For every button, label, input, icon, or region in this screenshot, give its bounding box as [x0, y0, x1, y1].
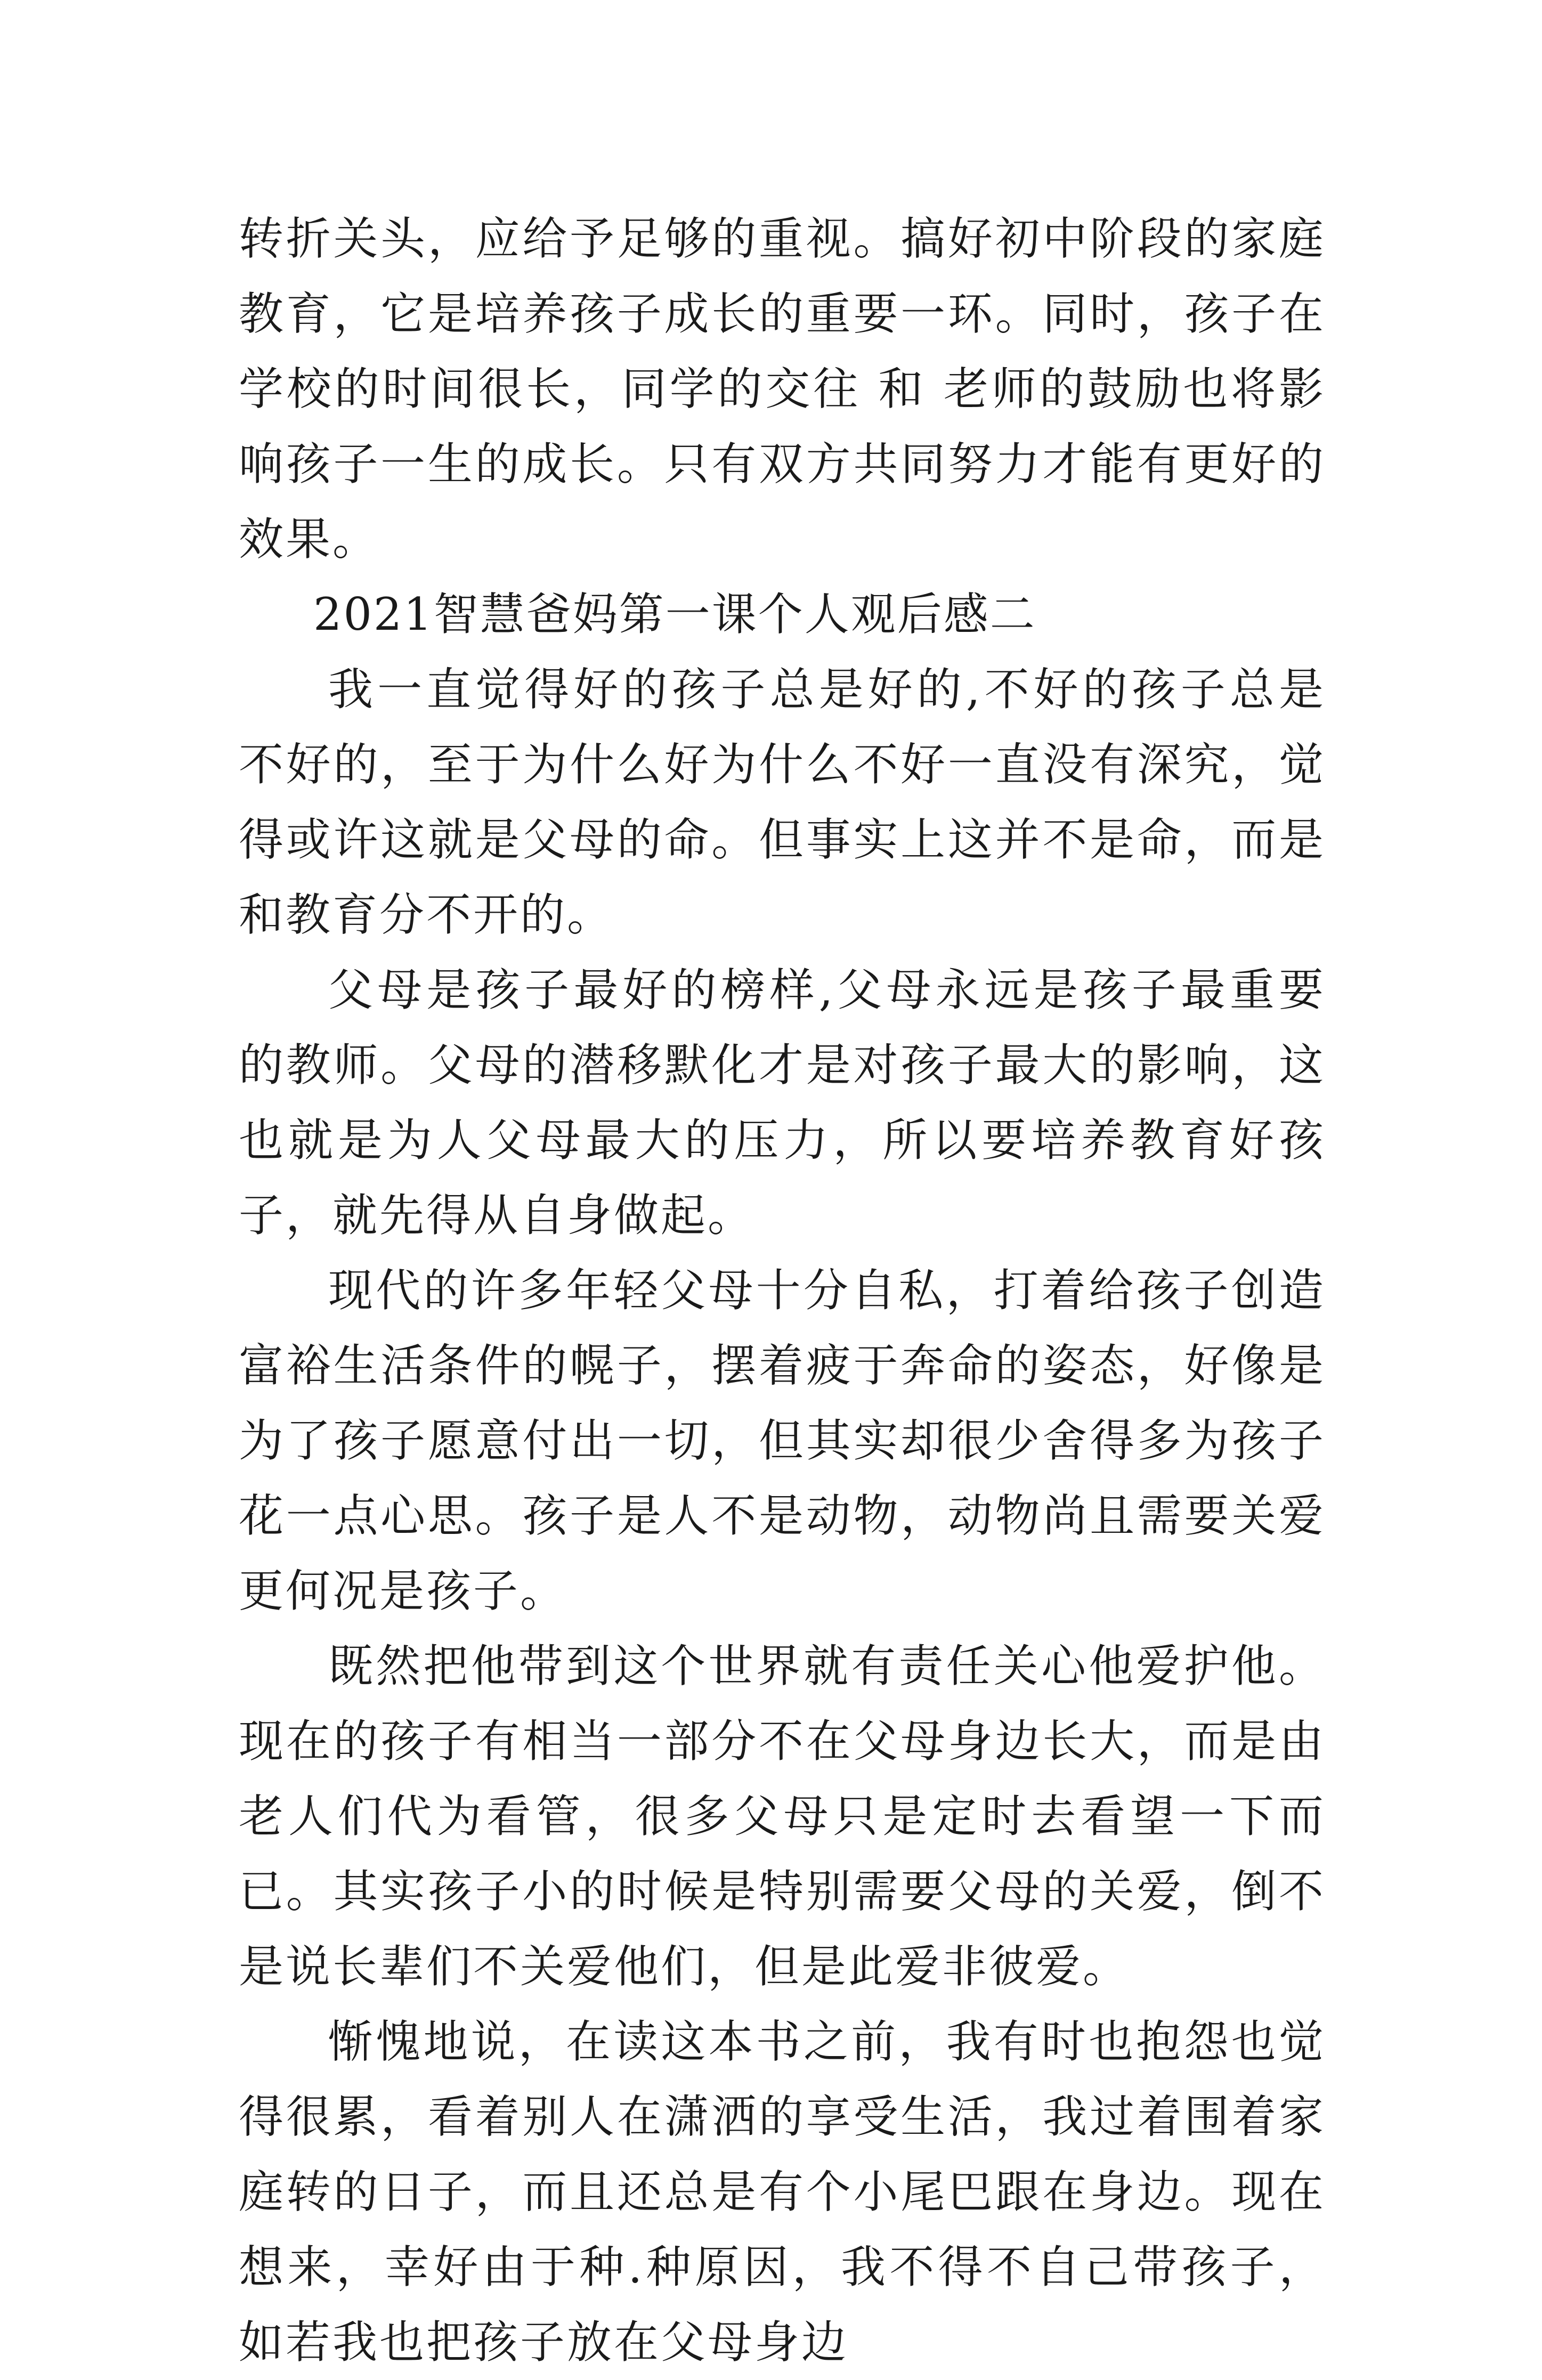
body-paragraph-2: 父母是孩子最好的榜样,父母永远是孩子最重要的教师。父母的潜移默化才是对孩子最大的影响，这也就是为人父母最大的压力，所以要培养教育好孩子，就先得从自身做起。: [239, 964, 1326, 1241]
body-paragraph-3: 现代的许多年轻父母十分自私，打着给孩子创造富裕生活条件的幌子，摆着疲于奔命的姿态，好像是为了孩子愿意付出一切，但其实却很少舍得多为孩子花一点心思。孩子是人不是动物，动物尚且需要关爱更何况是孩子。: [239, 1264, 1326, 1617]
body-paragraph-5: 惭愧地说，在读这本书之前，我有时也抱怨也觉得很累，看着别人在潇洒的享受生活，我过着围着家庭转的日子，而且还总是有个小尾巴跟在身边。现在想来，幸好由于种.种原因，我不得不自己带孩子，如若我也把孩子放在父母身边: [239, 2016, 1326, 2368]
document-body: [239, 201, 1326, 2380]
paragraph-continuation: 转折关头，应给予足够的重视。搞好初中阶段的家庭教育，它是培养孩子成长的重要一环。同时，孩子在学校的时间很长，同学的交往 和 老师的鼓励也将影响孩子一生的成长。只有双方共同努力才能有更好的效果。: [239, 213, 1326, 565]
body-paragraph-4: 既然把他带到这个世界就有责任关心他爱护他。现在的孩子有相当一部分不在父母身边长大，而是由老人们代为看管，很多父母只是定时去看望一下而已。其实孩子小的时候是特别需要父母的关爱，倒不是说长辈们不关爱他们，但是此爱非彼爱。: [239, 1640, 1326, 1993]
body-paragraph-1: 我一直觉得好的孩子总是好的,不好的孩子总是不好的，至于为什么好为什么不好一直没有深究，觉得或许这就是父母的命。但事实上这并不是命，而是和教育分不开的。: [239, 663, 1326, 941]
section-heading: 2021智慧爸妈第一课个人观后感二: [313, 588, 1036, 640]
